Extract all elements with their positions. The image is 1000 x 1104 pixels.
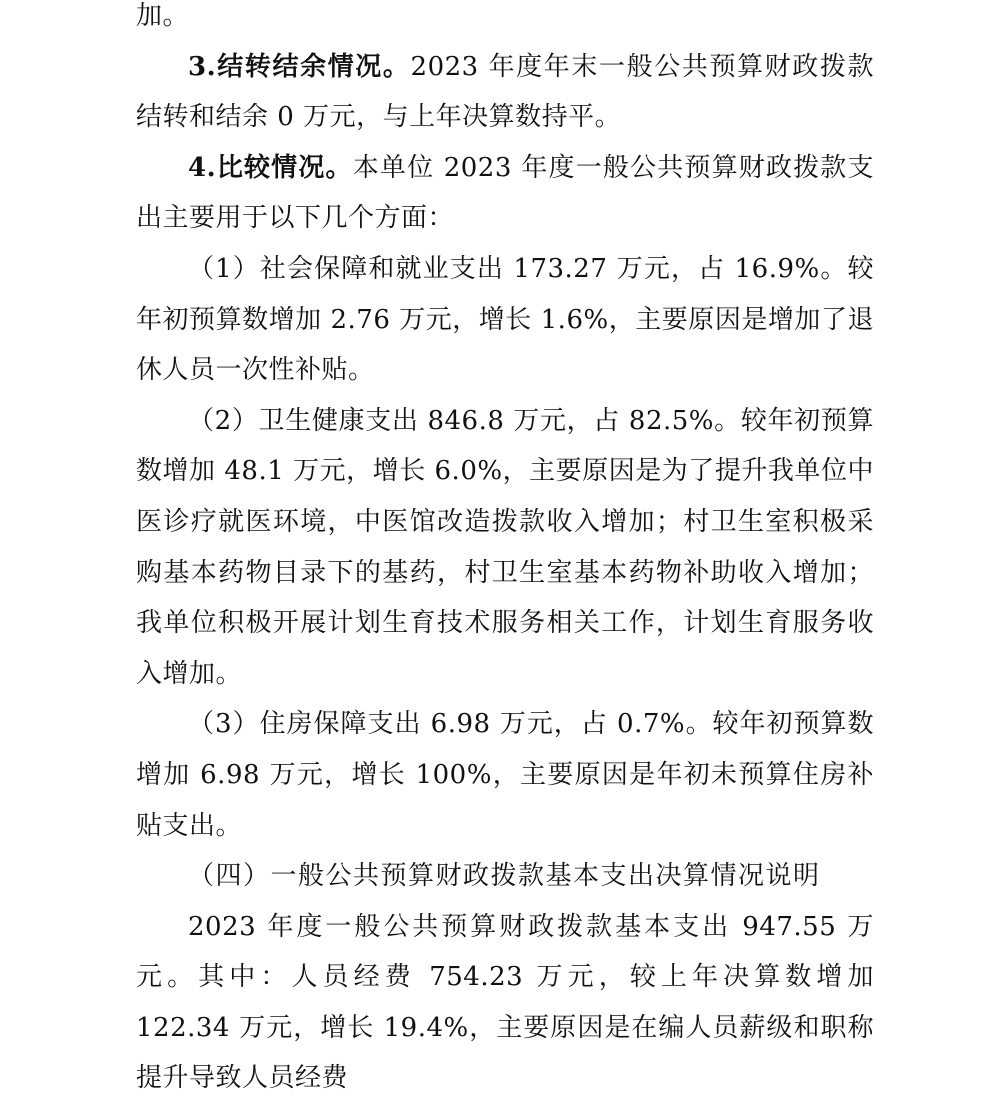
paragraph-lead-heading: 3.结转结余情况。 xyxy=(188,51,411,82)
paragraph-item-health xyxy=(136,396,874,700)
paragraph-text: 本单位 2023 年度一般公共预算财政拨款支出主要用于以下几个方面： xyxy=(136,152,874,234)
paragraph-item-housing xyxy=(136,699,874,851)
document-body xyxy=(136,0,874,1104)
paragraph-text: （3）住房保障支出 6.98 万元，占 0.7%。较年初预算数增加 6.98 万元，增长 100%，主要原因是年初未预算住房补贴支出。 xyxy=(136,709,874,841)
section-heading-text: （四）一般公共预算财政拨款基本支出决算情况说明 xyxy=(188,861,821,892)
paragraph-item-social-security xyxy=(136,244,874,396)
section-heading xyxy=(136,851,874,902)
paragraph-comparison xyxy=(136,143,874,244)
paragraph-text: 加。 xyxy=(136,1,190,31)
paragraph-text: （2）卫生健康支出 846.8 万元，占 82.5%。较年初预算数增加 48.1 万元，增长 6.0%，主要原因是为了提升我单位中医诊疗就医环境，中医馆改造拨款收入增加；村卫生室积极采购基本药物目录下的基药，村卫生室基本药物补助收入增加；我单位积极开展计划生育技术服务相关工作，计划生育服务收入增加。 xyxy=(136,405,874,689)
paragraph-text: （1）社会保障和就业支出 173.27 万元，占 16.9%。较年初预算数增加 2.76 万元，增长 1.6%，主要原因是增加了退休人员一次性补贴。 xyxy=(136,253,874,386)
paragraph-basic-expenditure xyxy=(136,902,874,1104)
paragraph-text: 2023 年度一般公共预算财政拨款基本支出 947.55 万元。其中：人员经费 754.23 万元，较上年决算数增加 122.34 万元，增长 19.4%，主要原因是在编人员薪级和职称提升导致人员经费 xyxy=(136,911,874,1094)
paragraph-lead-heading: 4.比较情况。 xyxy=(188,152,353,183)
paragraph-continuation xyxy=(136,0,874,42)
paragraph-text: 2023 年度年末一般公共预算财政拨款结转和结余 0 万元，与上年决算数持平。 xyxy=(136,51,874,133)
paragraph-carryover-balance xyxy=(136,42,874,143)
